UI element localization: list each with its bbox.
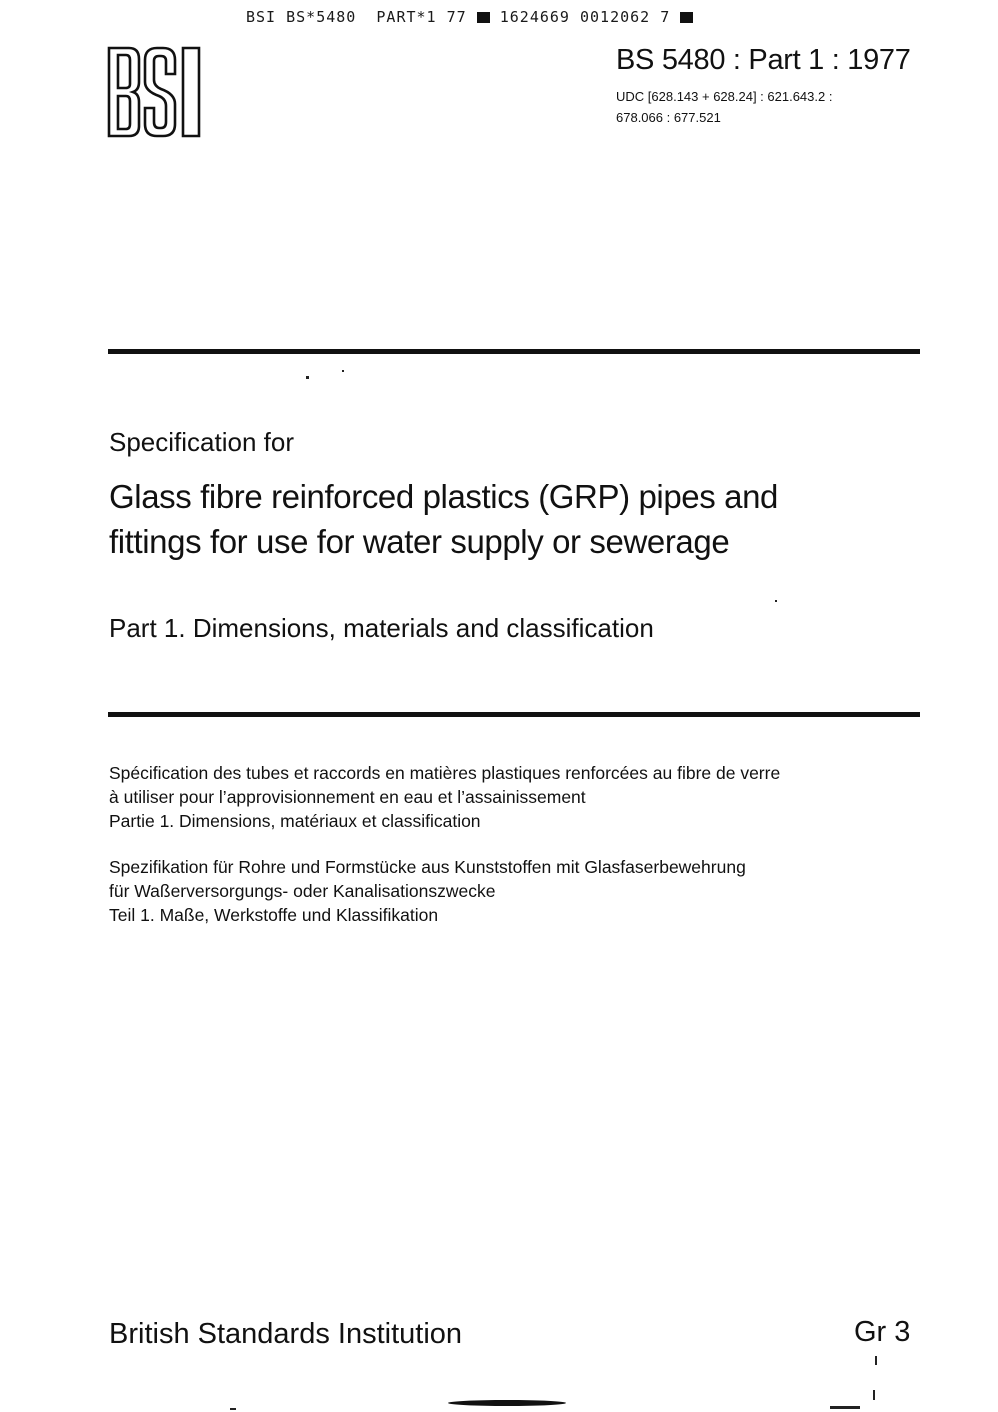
scan-speck bbox=[775, 600, 777, 602]
bsi-logo bbox=[107, 46, 209, 138]
german-line-2: für Waßerversorgungs- oder Kanalisationszwecke bbox=[109, 881, 496, 901]
title-line-1: Glass fibre reinforced plastics (GRP) pipes and bbox=[109, 478, 778, 515]
document-title bbox=[109, 474, 909, 564]
french-title bbox=[109, 761, 919, 833]
scan-speck bbox=[230, 1408, 236, 1410]
institution-name: British Standards Institution bbox=[109, 1318, 463, 1350]
udc-classification bbox=[616, 86, 832, 128]
scan-speck bbox=[875, 1356, 877, 1365]
spec-for-label: Specification for bbox=[109, 427, 294, 457]
top-rule bbox=[108, 349, 920, 354]
scan-header-middle: 1624669 0012062 7 bbox=[499, 8, 671, 26]
scan-header bbox=[246, 8, 693, 26]
french-line-3: Partie 1. Dimensions, matériaux et classification bbox=[109, 811, 481, 831]
scan-speck bbox=[873, 1390, 875, 1400]
udc-line-2: 678.066 : 677.521 bbox=[616, 110, 721, 125]
redaction-block bbox=[477, 12, 490, 23]
udc-line-1: UDC [628.143 + 628.24] : 621.643.2 : bbox=[616, 89, 833, 104]
price-grade: Gr 3 bbox=[854, 1316, 911, 1348]
german-line-3: Teil 1. Maße, Werkstoffe und Klassifikation bbox=[109, 905, 439, 925]
standard-number: BS 5480 : Part 1 : 1977 bbox=[616, 44, 911, 76]
french-line-2: à utiliser pour l’approvisionnement en eau et l’assainissement bbox=[109, 787, 586, 807]
title-line-2: fittings for use for water supply or sewerage bbox=[109, 523, 730, 560]
middle-rule bbox=[108, 712, 920, 717]
german-line-1: Spezifikation für Rohre und Formstücke aus Kunststoffen mit Glasfaserbewehrung bbox=[109, 857, 746, 877]
scan-speck bbox=[830, 1406, 860, 1409]
scan-smudge bbox=[448, 1400, 566, 1406]
scan-speck bbox=[342, 370, 344, 372]
scan-header-left: BSI BS*5480 PART*1 77 bbox=[246, 8, 467, 26]
logo-text: BSI bbox=[107, 46, 109, 47]
german-title bbox=[109, 855, 919, 927]
french-line-1: Spécification des tubes et raccords en matières plastiques renforcées au fibre de verre bbox=[109, 763, 781, 783]
redaction-block bbox=[680, 12, 693, 23]
scan-speck bbox=[306, 376, 309, 379]
part-title: Part 1. Dimensions, materials and classification bbox=[109, 613, 654, 643]
